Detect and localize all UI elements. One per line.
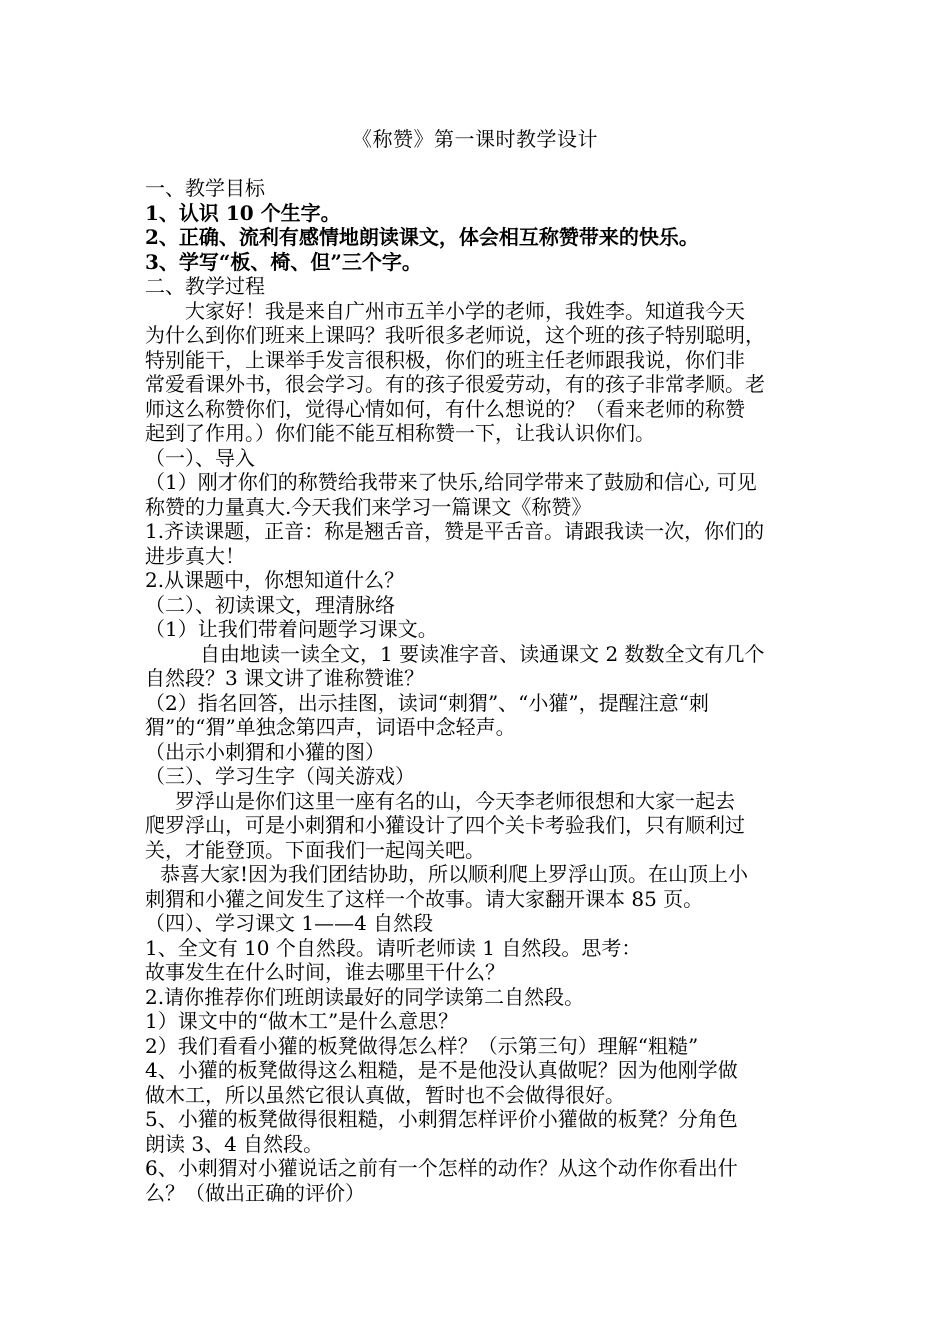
paragraph-line: 爬罗浮山，可是小刺猬和小獾设计了四个关卡考验我们，只有顺利过 [145,813,745,837]
paragraph-line: （出示小刺猬和小獾的图） [145,739,385,764]
paragraph-line: 6、小刺猬对小獾说话之前有一个怎样的动作？从这个动作你看出什 [145,1156,738,1180]
subsection-heading: （三）、学习生字（闯关游戏） [145,764,415,788]
paragraph-line: 恭喜大家!因为我们团结协助，所以顺利爬上罗浮山顶。在山顶上小 [160,862,749,886]
paragraph-line: 1、全文有 10 个自然段。请听老师读 1 自然段。思考： [145,935,642,960]
paragraph-line: 自然段？3 课文讲了谁称赞谁？ [145,666,425,690]
subsection-heading: （二）、初读课文，理清脉络 [145,592,395,617]
objective-line: 2、正确、流利有感情地朗读课文，体会相互称赞带来的快乐。 [145,225,699,249]
paragraph-line: 故事发生在什么时间，谁去哪里干什么？ [145,960,505,984]
paragraph-line: 么？（做出正确的评价） [145,1180,365,1205]
paragraph-line: 1.齐读课题，正音：称是翘舌音，赞是平舌音。请跟我读一次，你们的 [145,519,765,543]
paragraph-line: 4、小獾的板凳做得这么粗糙，是不是他没认真做呢？因为他刚学做 [145,1058,738,1082]
paragraph-line: 2）我们看看小獾的板凳做得怎么样？（示第三句）理解“粗糙” [145,1033,699,1058]
paragraph-line: 大家好！我是来自广州市五羊小学的老师，我姓李。知道我今天 [185,298,745,323]
paragraph-line: 朗读 3、4 自然段。 [145,1131,324,1156]
subsection-heading: （四）、学习课文 1——4 自然段 [145,911,434,935]
paragraph-line: 特别能干，上课举手发言很积极，你们的班主任老师跟我说，你们非 [145,347,745,372]
paragraph-line: 2.从课题中，你想知道什么？ [145,568,405,592]
paragraph-line: （1）让我们带着问题学习课文。 [145,617,438,641]
section-heading: 二、教学过程 [145,274,265,298]
section-heading: 一、教学目标 [145,176,265,200]
paragraph-line: 罗浮山是你们这里一座有名的山，今天李老师很想和大家一起去 [175,788,735,813]
paragraph-line: 2.请你推荐你们班朗读最好的同学读第二自然段。 [145,984,585,1009]
paragraph-line: 为什么到你们班来上课吗？我听很多老师说，这个班的孩子特别聪明， [145,323,765,347]
paragraph-line: 称赞的力量真大.今天我们来学习一篇课文《称赞》 [145,494,592,519]
objective-line: 1、认识 10 个生字。 [145,200,341,225]
paragraph-line: 常爱看课外书，很会学习。有的孩子很爱劳动，有的孩子非常孝顺。老 [145,372,765,396]
paragraph-line: 师这么称赞你们，觉得心情如何，有什么想说的？（看来老师的称赞 [145,396,745,421]
paragraph-line: 起到了作用。）你们能不能互相称赞一下，让我认识你们。 [145,421,655,445]
subsection-heading: （一）、导入 [145,445,255,470]
document-title: 《称赞》第一课时教学设计 [352,127,598,151]
objective-line: 3、学写“板、椅、但”三个字。 [145,249,422,274]
paragraph-line: 刺猬和小獾之间发生了这样一个故事。请大家翻开课本 85 页。 [145,886,704,911]
paragraph-line: 1）课文中的“做木工”是什么意思？ [145,1009,459,1033]
paragraph-line: 猬”的“猬”单独念第四声，词语中念轻声。 [145,715,516,739]
paragraph-line: 关，才能登顶。下面我们一起闯关吧。 [145,837,485,862]
paragraph-line: 做木工，所以虽然它很认真做，暂时也不会做得很好。 [145,1082,625,1107]
paragraph-line: （1）刚才你们的称赞给我带来了快乐,给同学带来了鼓励和信心, 可见 [145,470,757,494]
paragraph-line: 5、小獾的板凳做得很粗糙，小刺猬怎样评价小獾做的板凳？分角色 [145,1107,738,1131]
document-body [145,176,825,1205]
paragraph-line: 自由地读一读全文，1 要读准字音、读通课文 2 数数全文有几个 [200,641,765,666]
paragraph-line: 进步真大！ [145,543,245,568]
paragraph-line: （2）指名回答，出示挂图，读词“刺猬”、“小獾”，提醒注意“刺 [145,690,709,715]
